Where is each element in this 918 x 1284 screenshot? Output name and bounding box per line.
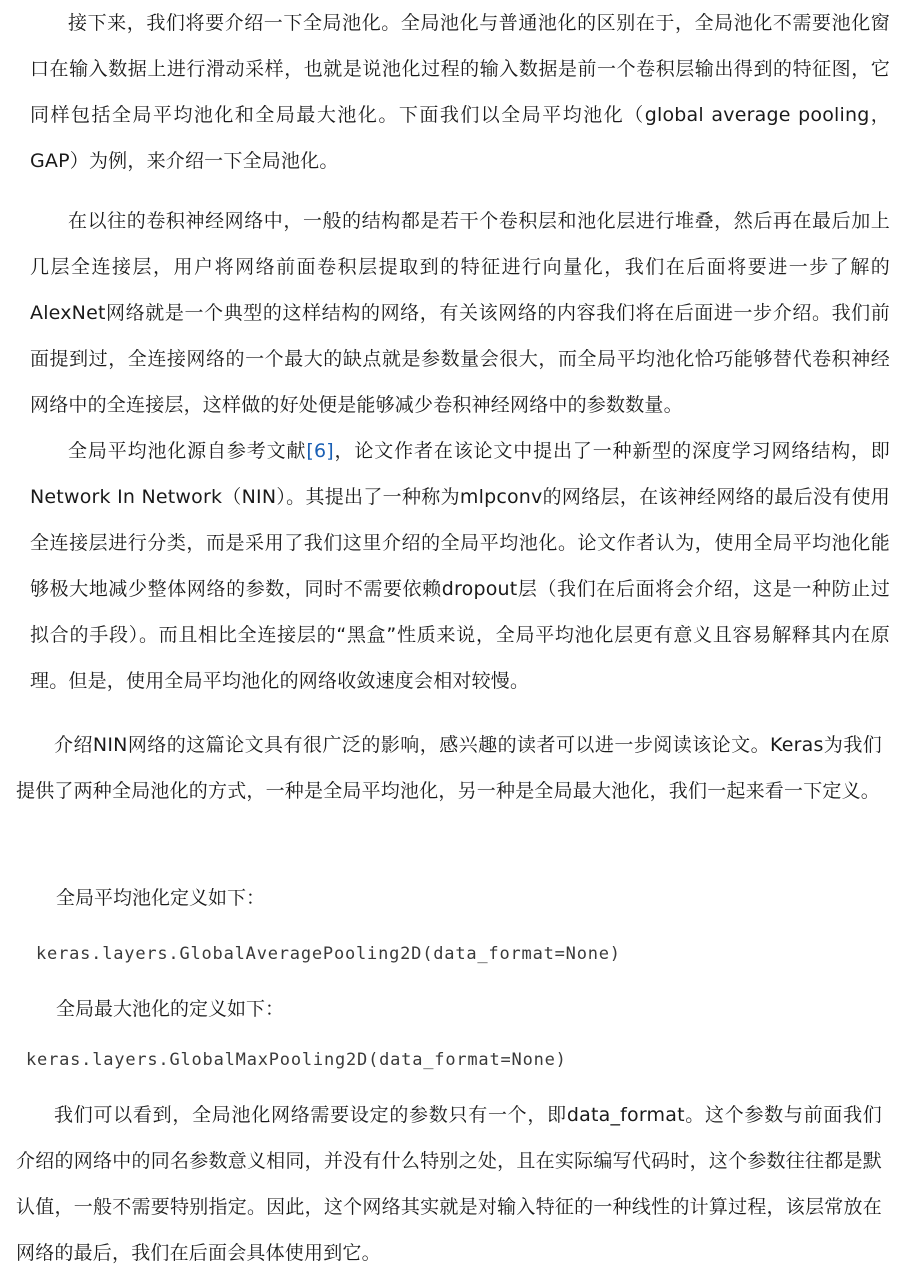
code-global-average-pooling: keras.layers.GlobalAveragePooling2D(data_format=None) [36,944,621,964]
paragraph-text: 介绍NIN网络的这篇论文具有很广泛的影响，感兴趣的读者可以进一步阅读该论文。Keras为我们提供了两种全局池化的方式，一种是全局平均池化，另一种是全局最大池化，我们一起来看一下定义。 [16,734,882,802]
paragraph-data-format-note [16,1092,882,1276]
label-global-max-pooling: 全局最大池化的定义如下： [56,998,285,1020]
paragraph-cnn-structure [30,198,890,428]
code-global-max-pooling: keras.layers.GlobalMaxPooling2D(data_format=None) [26,1050,567,1070]
paragraph-text-after-citation: ，论文作者在该论文中提出了一种新型的深度学习网络结构，即Network In Network（NIN）。其提出了一种称为mlpconv的网络层，在该神经网络的最后没有使用全连接层进行分类，而是采用了我们这里介绍的全局平均池化。论文作者认为，使用全局平均池化能够极大地减少整体网络的参数，同时不需要依赖dropout层（我们在后面将会介绍，这是一种防止过拟合的手段）。而且相比全连接层的“黑盒”性质来说，全局平均池化层更有意义且容易解释其内在原理。但是，使用全局平均池化的网络收敛速度会相对较慢。 [30,440,890,692]
paragraph-text: 接下来，我们将要介绍一下全局池化。全局池化与普通池化的区别在于，全局池化不需要池化窗口在输入数据上进行滑动采样，也就是说池化过程的输入数据是前一个卷积层输出得到的特征图，它同样包括全局平均池化和全局最大池化。下面我们以全局平均池化（global average pooling，GAP）为例，来介绍一下全局池化。 [30,12,890,172]
paragraph-global-pooling-intro [30,0,890,184]
paragraph-text: 在以往的卷积神经网络中，一般的结构都是若干个卷积层和池化层进行堆叠，然后再在最后加上几层全连接层，用户将网络前面卷积层提取到的特征进行向量化，我们在后面将要进一步了解的AlexNet网络就是一个典型的这样结构的网络，有关该网络的内容我们将在后面进一步介绍。我们前面提到过，全连接网络的一个最大的缺点就是参数量会很大，而全局平均池化恰巧能够替代卷积神经网络中的全连接层，这样做的好处便是能够减少卷积神经网络中的参数数量。 [30,210,890,416]
paragraph-nin-reference [30,428,890,704]
label-global-average-pooling: 全局平均池化定义如下： [56,887,266,909]
paragraph-keras-global-pooling [16,722,882,814]
paragraph-text: 我们可以看到，全局池化网络需要设定的参数只有一个，即data_format。这个参数与前面我们介绍的网络中的同名参数意义相同，并没有什么特别之处，且在实际编写代码时，这个参数往往都是默认值，一般不需要特别指定。因此，这个网络其实就是对输入特征的一种线性的计算过程，该层常放在网络的最后，我们在后面会具体使用到它。 [16,1104,882,1264]
paragraph-text-before-citation: 全局平均池化源自参考文献 [68,440,307,462]
citation-link[interactable]: [6] [306,440,334,462]
